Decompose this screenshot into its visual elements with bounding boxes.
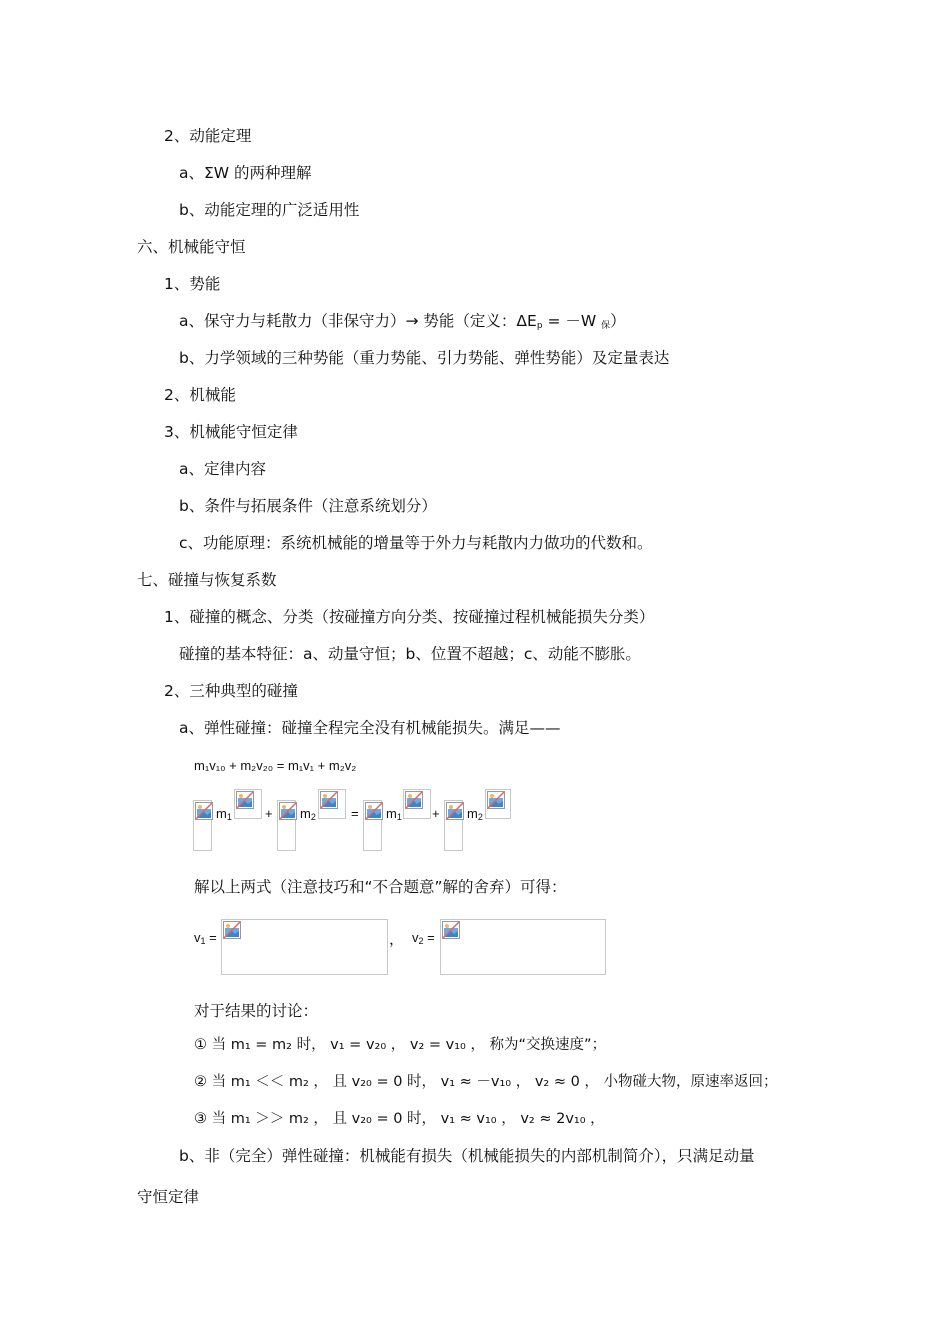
v: v <box>194 930 201 945</box>
heading-conservation-law: 3、机械能守恒定律 <box>164 423 298 441</box>
subscript: 保 <box>601 321 611 331</box>
broken-image-icon <box>442 921 460 939</box>
solve-note: 解以上两式（注意技巧和“不合题意”解的舍弃）可得： <box>194 878 567 896</box>
v2-label <box>412 930 435 946</box>
broken-image-icon <box>223 921 241 939</box>
text: ） <box>610 312 626 330</box>
m: m <box>467 806 478 821</box>
mass-term <box>467 806 483 822</box>
plus-sign: + <box>265 806 273 821</box>
equals: = <box>423 930 435 945</box>
broken-image <box>444 800 463 851</box>
subscript: 1 <box>200 936 206 946</box>
v1-label <box>194 930 217 946</box>
broken-image-icon <box>320 791 338 809</box>
item-conditions: b、条件与拓展条件（注意系统划分） <box>179 497 437 515</box>
case-equal-masses: ① 当 m₁ = m₂ 时， v₁ = v₂₀ ， v₂ = v₁₀ ， 称为“交换速度”； <box>194 1037 607 1053</box>
plus-sign: + <box>432 806 440 821</box>
broken-image-icon <box>195 802 213 820</box>
comma: ， <box>389 931 405 948</box>
item-law-content: a、定律内容 <box>179 460 266 478</box>
subscript: 2 <box>477 812 483 822</box>
section-mechanical-energy: 六、机械能守恒 <box>137 238 246 256</box>
broken-image <box>363 800 382 851</box>
broken-image-icon <box>446 802 464 820</box>
item-inelastic-collision: b、非（完全）弹性碰撞：机械能有损失（机械能损失的内部机制简介），只满足动量 <box>179 1147 755 1165</box>
heading-potential-energy: 1、势能 <box>164 275 221 293</box>
broken-image-icon <box>279 802 297 820</box>
item-three-potentials: b、力学领域的三种势能（重力势能、引力势能、弹性势能）及定量表达 <box>179 349 670 367</box>
item-elastic-collision: a、弹性碰撞：碰撞全程完全没有机械能损失。满足—— <box>179 719 561 737</box>
equals: = <box>205 930 217 945</box>
broken-image <box>234 789 262 819</box>
heading-three-collisions: 2、三种典型的碰撞 <box>164 682 298 700</box>
broken-image <box>440 919 606 975</box>
subscript: p <box>536 321 543 331</box>
item-work-energy-principle: c、功能原理：系统机械能的增量等于外力与耗散内力做功的代数和。 <box>179 534 653 552</box>
subscript: 2 <box>310 812 316 822</box>
subscript: 1 <box>396 812 402 822</box>
mass-term <box>300 806 316 822</box>
broken-image <box>221 919 388 975</box>
broken-image <box>277 800 296 851</box>
m: m <box>300 806 311 821</box>
broken-image <box>193 800 212 851</box>
case-large-hits-small: ③ 当 m₁ ＞＞ m₂ ， 且 v₂₀ = 0 时， v₁ ≈ v₁₀ ， v₂ ≈ 2v₁₀ ， <box>194 1111 605 1127</box>
heading-collision-concept: 1、碰撞的概念、分类（按碰撞方向分类、按碰撞过程机械能损失分类） <box>164 608 655 626</box>
item-applicability: b、动能定理的广泛适用性 <box>179 201 360 219</box>
equals-sign: = <box>351 806 359 821</box>
section-collision: 七、碰撞与恢复系数 <box>137 571 277 589</box>
heading-kinetic-theorem: 2、动能定理 <box>164 127 252 145</box>
m: m <box>386 806 397 821</box>
text: = －W <box>542 312 602 330</box>
v: v <box>412 930 419 945</box>
broken-image-icon <box>365 802 383 820</box>
text: a、保守力与耗散力（非保守力）→ 势能（定义：ΔE <box>179 312 537 330</box>
collision-features: 碰撞的基本特征：a、动量守恒；b、位置不超越；c、动能不膨胀。 <box>179 645 641 663</box>
m: m <box>216 806 227 821</box>
item-conservative-force <box>179 310 626 337</box>
broken-image <box>403 789 431 819</box>
broken-image-icon <box>487 791 505 809</box>
mass-term <box>216 806 232 822</box>
subscript: 1 <box>226 812 232 822</box>
subscript: 2 <box>418 936 424 946</box>
discussion-heading: 对于结果的讨论： <box>194 1002 319 1020</box>
broken-image <box>485 789 511 819</box>
momentum-equation: m₁v₁₀ + m₂v₂₀ = m₁v₁ + m₂v₂ <box>194 758 357 773</box>
mass-term <box>386 806 402 822</box>
heading-mechanical-energy: 2、机械能 <box>164 386 236 404</box>
item-inelastic-collision-cont: 守恒定律 <box>137 1188 200 1206</box>
case-small-hits-large: ② 当 m₁ ＜＜ m₂ ， 且 v₂₀ = 0 时， v₁ ≈ －v₁₀ ， v₂ ≈ 0 ， 小物碰大物，原速率返回； <box>194 1074 778 1090</box>
broken-image-icon <box>405 791 423 809</box>
item-sum-work: a、ΣW 的两种理解 <box>179 164 312 182</box>
broken-image-icon <box>236 791 254 809</box>
broken-image <box>318 789 346 819</box>
